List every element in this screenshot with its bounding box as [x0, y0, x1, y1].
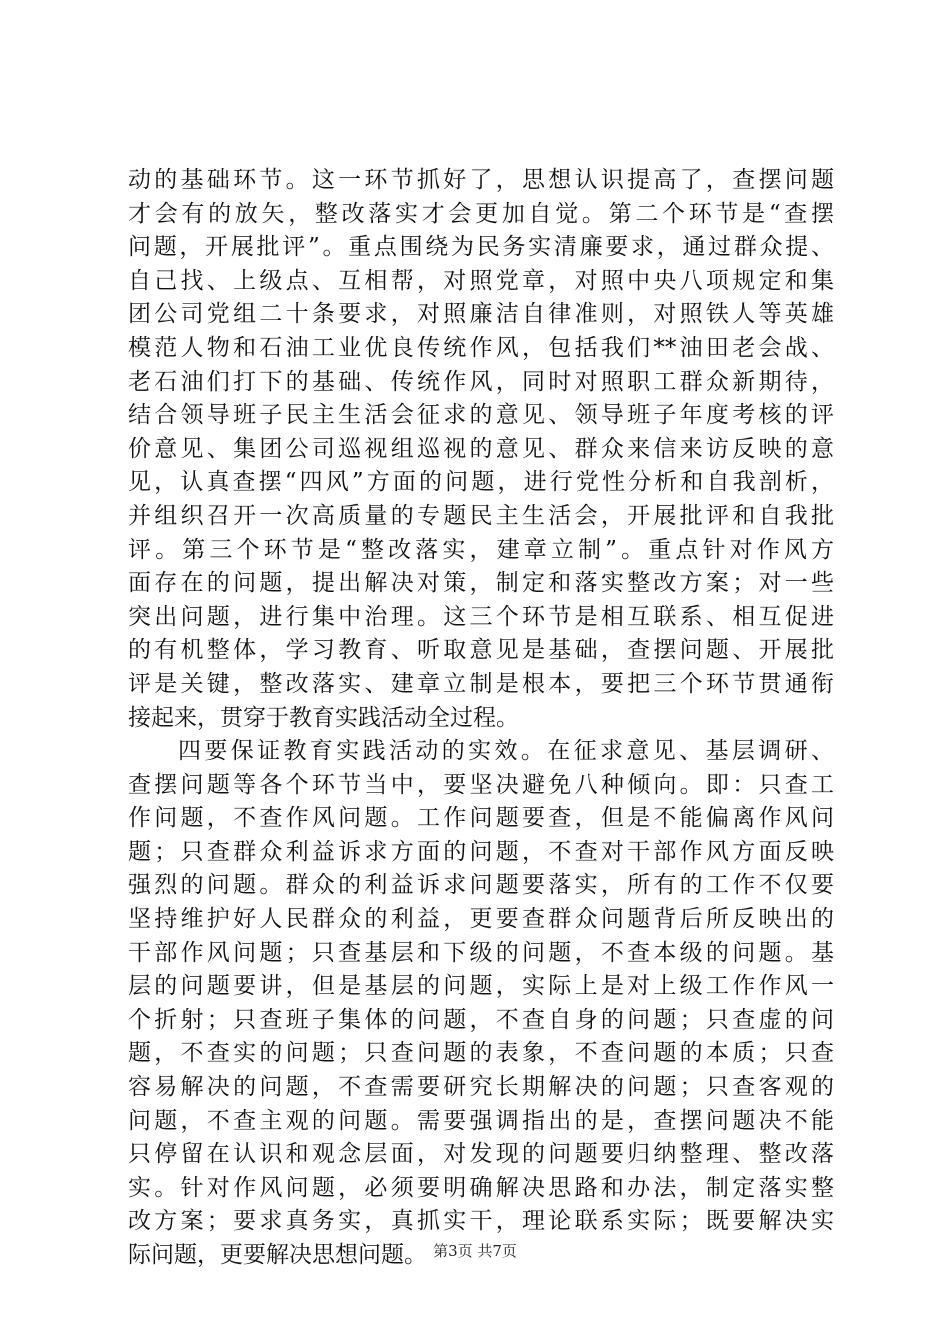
text-line: 查摆问题等各个环节当中，要坚决避免八种倾向。即：只查工: [128, 771, 834, 798]
text-line: 题；只查群众利益诉求方面的问题，不查对干部作风方面反映: [128, 838, 834, 865]
text-line: 接起来，贯穿于教育实践活动全过程。: [128, 704, 519, 731]
text-line: 自己找、上级点、互相帮，对照党章，对照中央八项规定和集: [128, 267, 834, 294]
text-line: 干部作风问题；只查基层和下级的问题，不查本级的问题。基: [128, 939, 834, 966]
text-line: 结合领导班子民主生活会征求的意见、领导班子年度考核的评: [128, 402, 834, 429]
text-line: 评是关键，整改落实、建章立制是根本，要把三个环节贯通衔: [128, 670, 834, 697]
text-line-paragraph-start: 四要保证教育实践活动的实效。在征求意见、基层调研、: [178, 738, 834, 765]
text-line: 面存在的问题，提出解决对策，制定和落实整改方案；对一些: [128, 570, 834, 597]
text-line: 层的问题要讲，但是基层的问题，实际上是对上级工作作风一: [128, 973, 834, 1000]
text-line: 作问题，不查作风问题。工作问题要查，但是不能偏离作风问: [128, 805, 834, 832]
text-line: 实。针对作风问题，必须要明确解决思路和办法，制定落实整: [128, 1174, 834, 1201]
text-line: 见，认真查摆“四风”方面的问题，进行党性分析和自我剖析，: [128, 469, 834, 496]
text-line: 问题，开展批评”。重点围绕为民务实清廉要求，通过群众提、: [128, 234, 834, 261]
text-line: 价意见、集团公司巡视组巡视的意见、群众来信来访反映的意: [128, 435, 834, 462]
text-line: 才会有的放矢，整改落实才会更加自觉。第二个环节是“查摆: [128, 200, 834, 227]
text-line: 改方案；要求真务实，真抓实干，理论联系实际；既要解决实: [128, 1208, 834, 1235]
text-line: 老石油们打下的基础、传统作风，同时对照职工群众新期待，: [128, 368, 834, 395]
text-line: 容易解决的问题，不查需要研究长期解决的问题；只查客观的: [128, 1074, 834, 1101]
text-line: 并组织召开一次高质量的专题民主生活会，开展批评和自我批: [128, 502, 834, 529]
text-line: 的有机整体，学习教育、听取意见是基础，查摆问题、开展批: [128, 637, 834, 664]
text-line: 个折射；只查班子集体的问题，不查自身的问题；只查虚的问: [128, 1006, 834, 1033]
text-line: 团公司党组二十条要求，对照廉洁自律准则，对照铁人等英雄: [128, 301, 834, 328]
text-line: 动的基础环节。这一环节抓好了，思想认识提高了，查摆问题: [128, 167, 834, 193]
text-line: 际问题，更要解决思想问题。: [128, 1242, 427, 1268]
text-line: 只停留在认识和观念层面，对发现的问题要归纳整理、整改落: [128, 1141, 834, 1168]
text-line: 模范人物和石油工业优良传统作风，包括我们**油田老会战、: [128, 334, 834, 361]
text-line: 题，不查实的问题；只查问题的表象，不查问题的本质；只查: [128, 1040, 834, 1067]
text-line: 坚持维护好人民群众的利益，更要查群众问题背后所反映出的: [128, 906, 834, 933]
text-line: 问题，不查主观的问题。需要强调指出的是，查摆问题决不能: [128, 1107, 834, 1134]
text-line: 评。第三个环节是“整改落实，建章立制”。重点针对作风方: [128, 536, 834, 563]
text-line: 突出问题，进行集中治理。这三个环节是相互联系、相互促进: [128, 603, 834, 630]
document-body: [128, 164, 834, 1273]
page-number-footer: 第3页 共7页: [433, 1242, 517, 1260]
text-line: 强烈的问题。群众的利益诉求问题要落实，所有的工作不仅要: [128, 872, 834, 899]
